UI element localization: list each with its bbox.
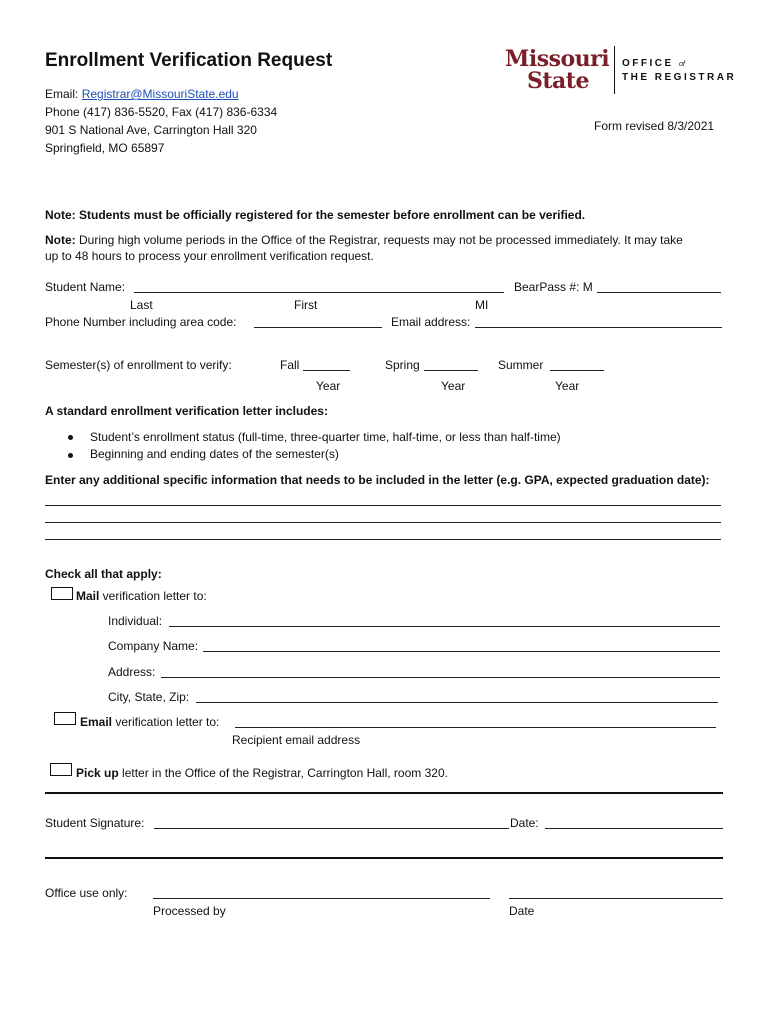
last-name-caption: Last (130, 298, 153, 312)
student-signature-label: Student Signature: (45, 816, 145, 830)
spring-label: Spring (385, 358, 420, 372)
summer-year-caption: Year (555, 379, 580, 393)
email-label: Email: (45, 87, 82, 101)
company-field[interactable] (203, 651, 720, 652)
email-address-field[interactable] (475, 327, 722, 328)
signature-date-field[interactable] (545, 828, 723, 829)
additional-info-line-2[interactable] (45, 522, 721, 523)
recipient-email-caption: Recipient email address (232, 733, 361, 747)
mail-address-label: Address: (108, 665, 156, 679)
student-name-label: Student Name: (45, 280, 126, 294)
pickup-checkbox[interactable] (50, 763, 72, 776)
logo-registrar: THE REGISTRAR (622, 72, 737, 83)
mi-caption: MI (475, 298, 489, 312)
email-checkbox[interactable] (54, 712, 76, 725)
office-date-caption: Date (509, 904, 535, 918)
email-address-label: Email address: (391, 315, 471, 329)
summer-year-field[interactable] (550, 370, 604, 371)
office-date-field[interactable] (509, 898, 723, 899)
address-line-1: 901 S National Ave, Carrington Hall 320 (45, 123, 257, 137)
processed-by-field[interactable] (153, 898, 490, 899)
email-option-label: Email verification letter to: (80, 715, 220, 729)
recipient-email-field[interactable] (235, 727, 716, 728)
additional-info-line-3[interactable] (45, 539, 721, 540)
mail-option-label: Mail verification letter to: (76, 589, 207, 603)
logo-line-2: State (527, 68, 589, 94)
bullet-icon (68, 453, 73, 458)
mail-address-field[interactable] (161, 677, 720, 678)
bearpass-field[interactable] (597, 292, 721, 293)
section-divider (45, 857, 723, 859)
letter-includes-heading: A standard enrollment verification letter includes: (45, 404, 328, 418)
logo-office-of: OFFICE of (622, 58, 685, 69)
logo-divider (614, 46, 615, 94)
note-processing-line-2: up to 48 hours to process your enrollment verification request. (45, 249, 374, 263)
bearpass-label: BearPass #: M (514, 280, 593, 294)
summer-label: Summer (498, 358, 544, 372)
letter-item-dates: Beginning and ending dates of the semester(s) (90, 447, 339, 461)
email-link[interactable]: Registrar@MissouriState.edu (81, 87, 239, 101)
processed-by-caption: Processed by (153, 904, 226, 918)
phone-line: Phone (417) 836-5520, Fax (417) 836-6334 (45, 105, 278, 119)
bullet-icon (68, 435, 73, 440)
fall-label: Fall (280, 358, 300, 372)
company-label: Company Name: (108, 639, 199, 653)
student-name-field[interactable] (134, 292, 504, 293)
form-revised: Form revised 8/3/2021 (594, 119, 715, 133)
pickup-option-label: Pick up letter in the Office of the Registrar, Carrington Hall, room 320. (76, 766, 448, 780)
signature-date-label: Date: (510, 816, 539, 830)
missouri-state-logo (505, 48, 609, 92)
spring-year-caption: Year (441, 379, 466, 393)
fall-year-field[interactable] (303, 370, 350, 371)
city-state-zip-field[interactable] (196, 702, 718, 703)
phone-number-field[interactable] (254, 327, 382, 328)
email-line (45, 87, 239, 101)
letter-item-status: Student’s enrollment status (full-time, three-quarter time, half-time, or less than half-time) (90, 430, 561, 444)
additional-info-label: Enter any additional specific information that needs to be included in the letter (e.g. GPA, expected graduation date): (45, 473, 710, 487)
office-use-label: Office use only: (45, 886, 128, 900)
address-line-2: Springfield, MO 65897 (45, 141, 165, 155)
section-divider (45, 792, 723, 794)
check-all-label: Check all that apply: (45, 567, 162, 581)
spring-year-field[interactable] (424, 370, 478, 371)
additional-info-line-1[interactable] (45, 505, 721, 506)
first-name-caption: First (294, 298, 318, 312)
logo-line-1: Missouri (505, 46, 610, 72)
page-title: Enrollment Verification Request (45, 50, 333, 71)
city-state-zip-label: City, State, Zip: (108, 690, 190, 704)
semester-label: Semester(s) of enrollment to verify: (45, 358, 232, 372)
note-registered: Note: Students must be officially registered for the semester before enrollment can be verified. (45, 208, 586, 222)
individual-label: Individual: (108, 614, 163, 628)
fall-year-caption: Year (316, 379, 341, 393)
individual-field[interactable] (169, 626, 720, 627)
note-processing-line-1: Note: During high volume periods in the Office of the Registrar, requests may not be processed immediately. It may take (45, 233, 683, 247)
phone-number-label: Phone Number including area code: (45, 315, 237, 329)
student-signature-field[interactable] (154, 828, 509, 829)
mail-checkbox[interactable] (51, 587, 73, 600)
